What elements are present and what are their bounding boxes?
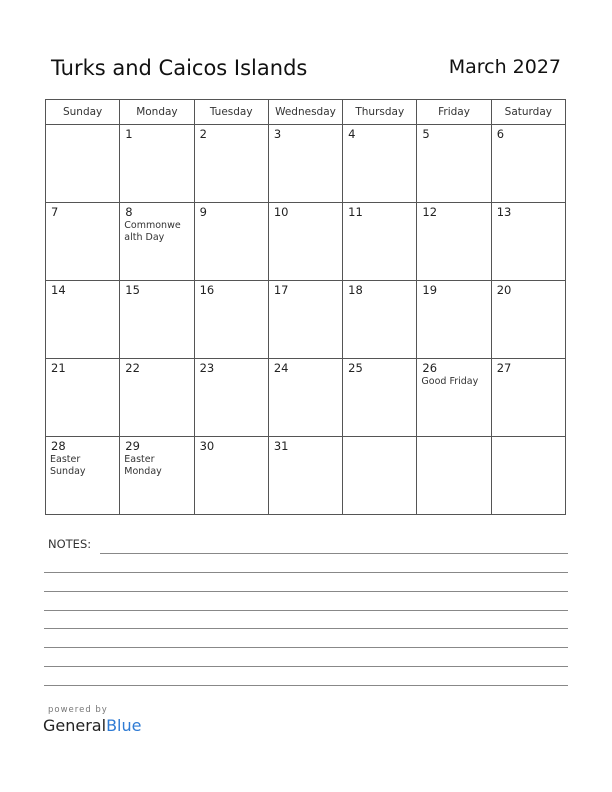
day-cell <box>417 203 491 281</box>
day-cell <box>120 281 194 359</box>
day-cell <box>194 125 268 203</box>
day-cell <box>194 281 268 359</box>
weekday-header-row <box>46 100 566 125</box>
day-cell <box>343 203 417 281</box>
day-cell <box>194 203 268 281</box>
day-number: 3 <box>273 127 282 141</box>
logo-blue: Blue <box>106 716 142 735</box>
weekday-tuesday: Tuesday <box>194 100 268 125</box>
day-cell <box>491 359 565 437</box>
day-cell <box>46 359 120 437</box>
day-cell <box>120 359 194 437</box>
day-number: 24 <box>273 361 289 375</box>
note-line <box>44 610 568 611</box>
day-cell <box>417 125 491 203</box>
day-number: 28 <box>51 439 66 453</box>
day-number: 4 <box>348 127 356 141</box>
holiday-label: Good Friday <box>421 376 479 387</box>
generalblue-logo <box>43 716 141 735</box>
day-cell <box>268 203 342 281</box>
weekday-saturday: Saturday <box>491 100 565 125</box>
day-number: 17 <box>273 283 289 297</box>
day-cell <box>343 359 417 437</box>
weekday-wednesday: Wednesday <box>268 100 342 125</box>
day-cell <box>491 437 565 515</box>
day-cell <box>46 281 120 359</box>
day-number <box>417 437 490 439</box>
day-number: 5 <box>422 127 430 141</box>
day-number: 13 <box>496 205 512 219</box>
day-number: 1 <box>125 127 133 141</box>
note-line <box>44 591 568 592</box>
day-number: 29 <box>125 439 140 453</box>
day-cell <box>343 437 417 515</box>
day-cell <box>343 281 417 359</box>
month-title: March 2027 <box>448 56 561 78</box>
day-number: 27 <box>496 361 512 375</box>
day-cell <box>46 437 120 515</box>
day-number: 20 <box>496 283 512 297</box>
day-cell <box>46 203 120 281</box>
day-number: 7 <box>51 205 59 219</box>
note-line <box>44 666 568 667</box>
day-number: 21 <box>51 361 66 375</box>
day-cell <box>268 125 342 203</box>
day-cell <box>268 359 342 437</box>
day-cell <box>194 437 268 515</box>
day-cell <box>120 437 194 515</box>
notes-label: NOTES: <box>48 537 92 551</box>
day-number: 2 <box>199 127 207 141</box>
holiday-label: Commonwe alth Day <box>124 220 181 243</box>
holiday-label: Easter Sunday <box>50 454 86 477</box>
weekday-friday: Friday <box>417 100 491 125</box>
day-cell <box>268 281 342 359</box>
day-cell <box>120 203 194 281</box>
day-number: 8 <box>125 205 133 219</box>
calendar-grid <box>45 99 566 515</box>
day-number: 12 <box>422 205 438 219</box>
day-number: 15 <box>125 283 140 297</box>
day-cell <box>343 125 417 203</box>
day-number <box>492 437 565 439</box>
day-number: 11 <box>348 205 363 219</box>
day-number <box>343 437 416 439</box>
day-number: 18 <box>348 283 363 297</box>
day-cell <box>120 125 194 203</box>
week-row <box>46 281 566 359</box>
day-cell <box>491 125 565 203</box>
day-number: 9 <box>199 205 207 219</box>
week-row <box>46 125 566 203</box>
day-number: 19 <box>422 283 438 297</box>
day-cell <box>417 281 491 359</box>
day-number: 14 <box>51 283 66 297</box>
country-title: Turks and Caicos Islands <box>51 56 308 80</box>
day-number: 25 <box>348 361 363 375</box>
day-cell <box>194 359 268 437</box>
note-line <box>100 553 568 554</box>
day-cell <box>491 281 565 359</box>
note-line <box>44 647 568 648</box>
week-row <box>46 203 566 281</box>
note-line <box>44 628 568 629</box>
day-number: 16 <box>199 283 215 297</box>
day-number: 6 <box>496 127 505 141</box>
weekday-sunday: Sunday <box>46 100 120 125</box>
note-line <box>44 685 568 686</box>
day-number <box>46 125 119 127</box>
day-cell <box>46 125 120 203</box>
day-number: 31 <box>273 439 289 453</box>
holiday-label: Easter Monday <box>124 454 162 477</box>
day-number: 22 <box>125 361 140 375</box>
day-number: 10 <box>273 205 289 219</box>
day-cell <box>268 437 342 515</box>
note-line <box>44 572 568 573</box>
week-row <box>46 359 566 437</box>
day-cell <box>491 203 565 281</box>
day-number: 23 <box>199 361 215 375</box>
day-number: 30 <box>199 439 215 453</box>
day-cell <box>417 359 491 437</box>
weekday-monday: Monday <box>120 100 194 125</box>
day-cell <box>417 437 491 515</box>
day-number: 26 <box>422 361 438 375</box>
logo-general: General <box>43 716 107 735</box>
powered-by-text: powered by <box>48 705 108 715</box>
week-row <box>46 437 566 515</box>
weekday-thursday: Thursday <box>343 100 417 125</box>
